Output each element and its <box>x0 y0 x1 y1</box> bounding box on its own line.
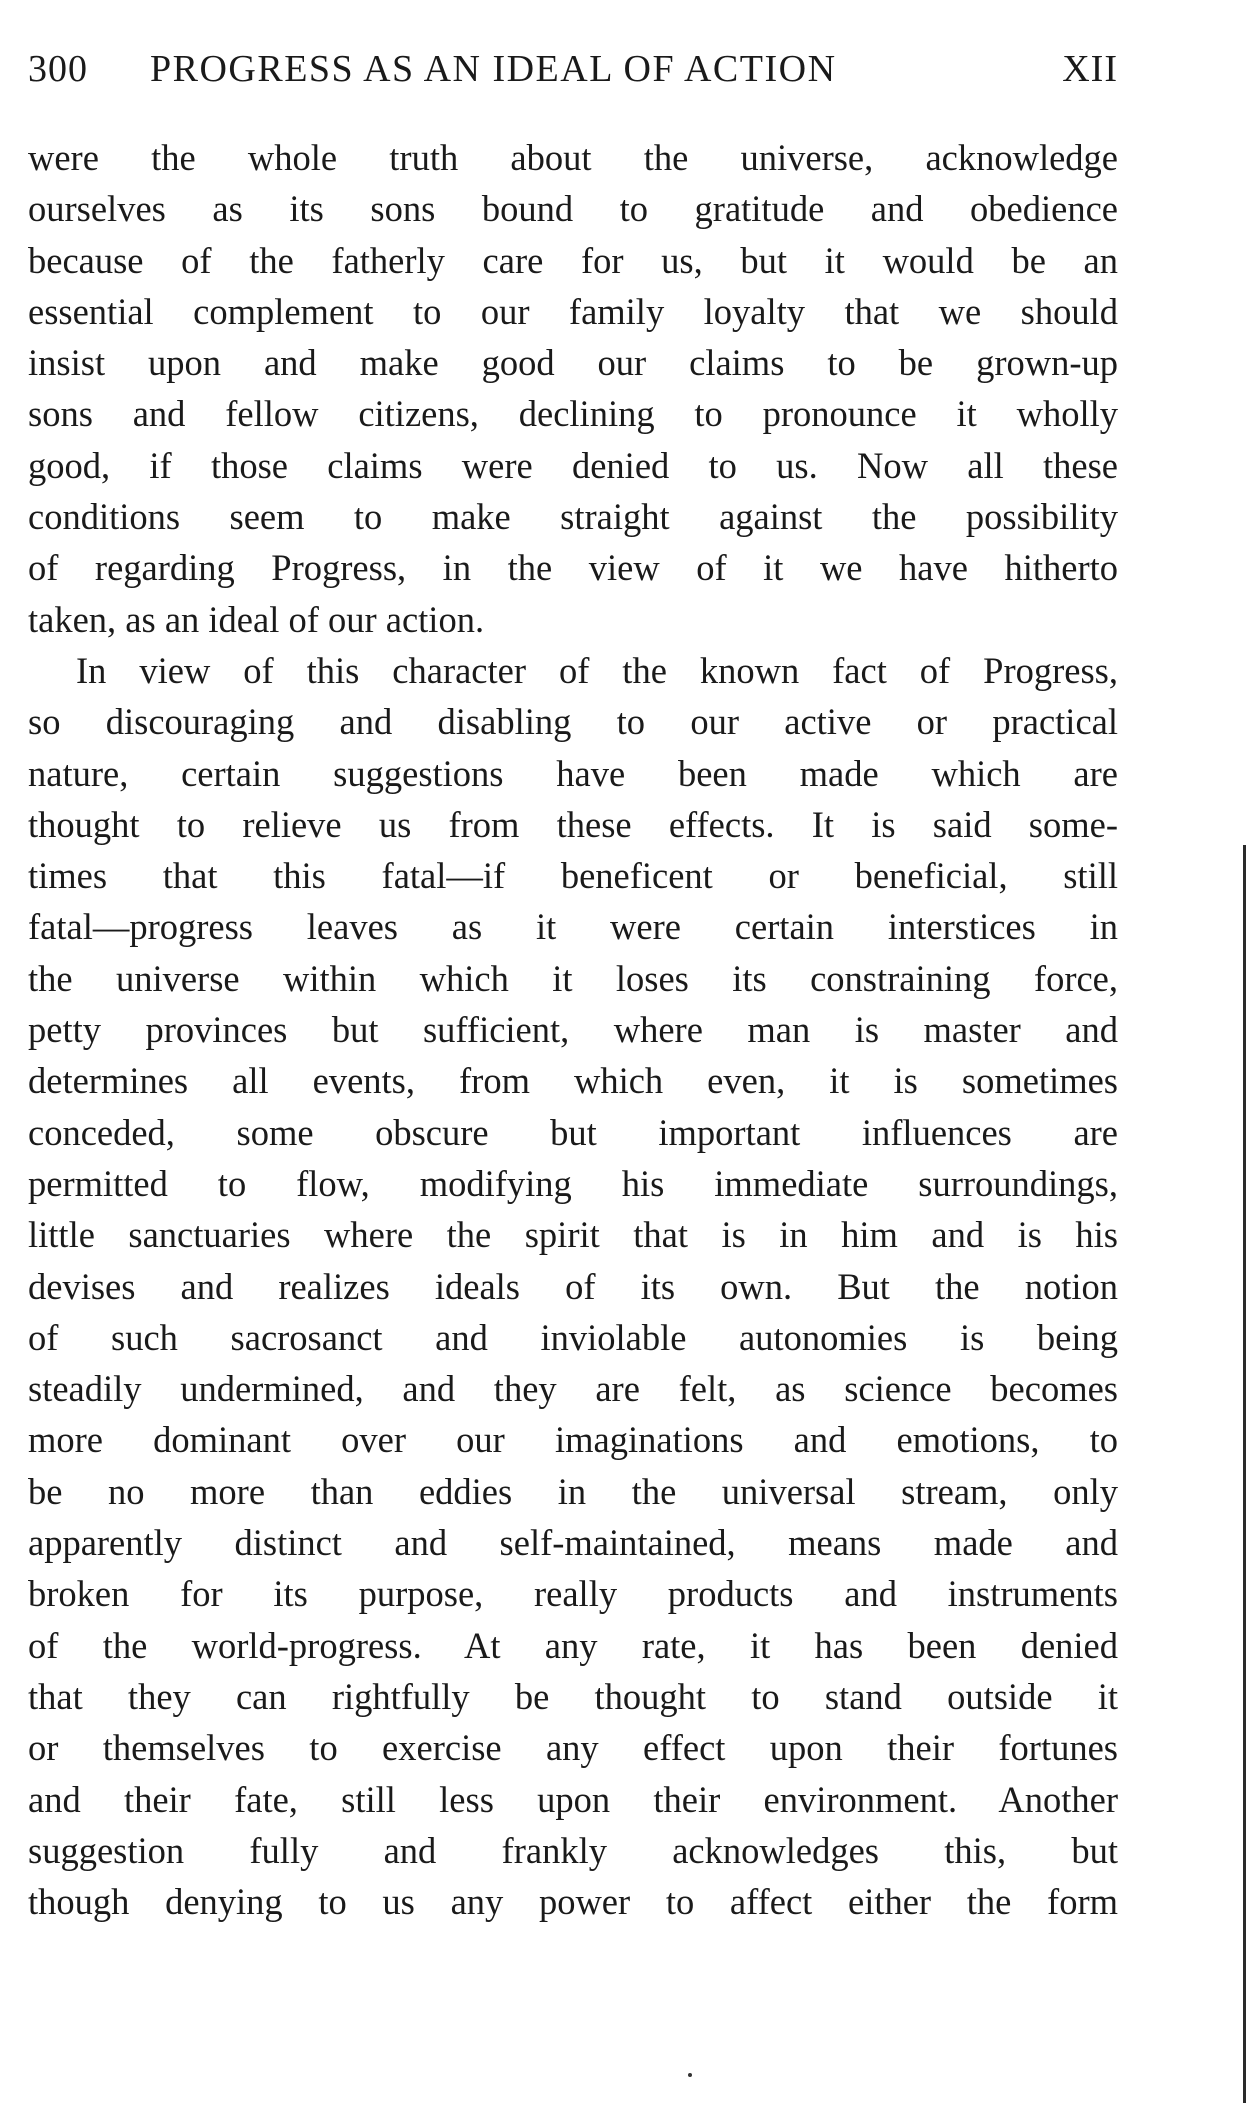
text-line: apparently distinct and self-maintained, means made and <box>28 1522 1118 1564</box>
text-line: nature, certain suggestions have been made which are <box>28 752 1118 794</box>
text-line: good, if those claims were denied to us. Now all these <box>28 444 1118 486</box>
page-edge-line <box>1243 845 1246 2103</box>
text-line: more dominant over our imaginations and emotions, to <box>28 1419 1118 1461</box>
text-line: thought to relieve us from these effects. It is said some- <box>28 803 1118 845</box>
text-line: sons and fellow citizens, declining to pronounce it wholly <box>28 393 1118 435</box>
running-header <box>28 44 1118 94</box>
text-line: In view of this character of the known fact of Progress, <box>76 649 1118 691</box>
text-line: times that this fatal—if beneficent or beneficial, still <box>28 855 1118 897</box>
text-line: steadily undermined, and they are felt, as science becomes <box>28 1368 1118 1410</box>
body-text <box>28 132 1118 1927</box>
text-line: little sanctuaries where the spirit that is in him and is his <box>28 1214 1118 1256</box>
text-line: ourselves as its sons bound to gratitude and obedience <box>28 188 1118 230</box>
paragraph-2 <box>28 645 1118 1927</box>
running-title: PROGRESS AS AN IDEAL OF ACTION <box>150 48 837 90</box>
text-line: because of the fatherly care for us, but it would be an <box>28 239 1118 281</box>
text-line: be no more than eddies in the universal stream, only <box>28 1470 1118 1512</box>
text-line: determines all events, from which even, it is sometimes <box>28 1060 1118 1102</box>
text-line: fatal—progress leaves as it were certain interstices in <box>28 906 1118 948</box>
text-line: or themselves to exercise any effect upon their fortunes <box>28 1727 1118 1769</box>
text-line: though denying to us any power to affect either the form <box>28 1881 1118 1923</box>
page-number: 300 <box>28 48 88 90</box>
text-line: were the whole truth about the universe, acknowledge <box>28 137 1118 178</box>
text-line: so discouraging and disabling to our active or practical <box>28 701 1118 743</box>
text-line: of such sacrosanct and inviolable autonomies is being <box>28 1316 1118 1358</box>
text-line: the universe within which it loses its constraining force, <box>28 957 1118 999</box>
text-line: insist upon and make good our claims to be grown-up <box>28 342 1118 384</box>
text-line: that they can rightfully be thought to stand outside it <box>28 1675 1118 1717</box>
text-line: broken for its purpose, really products and instruments <box>28 1573 1118 1615</box>
text-line: devises and realizes ideals of its own. But the notion <box>28 1265 1118 1307</box>
text-line: taken, as an ideal of our action. <box>28 598 485 640</box>
chapter-number: XII <box>1062 48 1118 90</box>
text-line: suggestion fully and frankly acknowledges this, but <box>28 1829 1118 1871</box>
text-line: of regarding Progress, in the view of it we have hitherto <box>28 547 1118 589</box>
text-line: conceded, some obscure but important influences are <box>28 1111 1118 1153</box>
text-line: essential complement to our family loyalty that we should <box>28 290 1118 332</box>
text-line: conditions seem to make straight against the possibility <box>28 496 1118 538</box>
text-line: of the world-progress. At any rate, it has been denied <box>28 1624 1118 1666</box>
ink-speck <box>688 2073 692 2077</box>
text-line: petty provinces but sufficient, where man is master and <box>28 1009 1118 1051</box>
text-line: and their fate, still less upon their environment. Another <box>28 1778 1118 1820</box>
paragraph-1 <box>28 132 1118 645</box>
text-line: permitted to flow, modifying his immediate surroundings, <box>28 1162 1118 1204</box>
